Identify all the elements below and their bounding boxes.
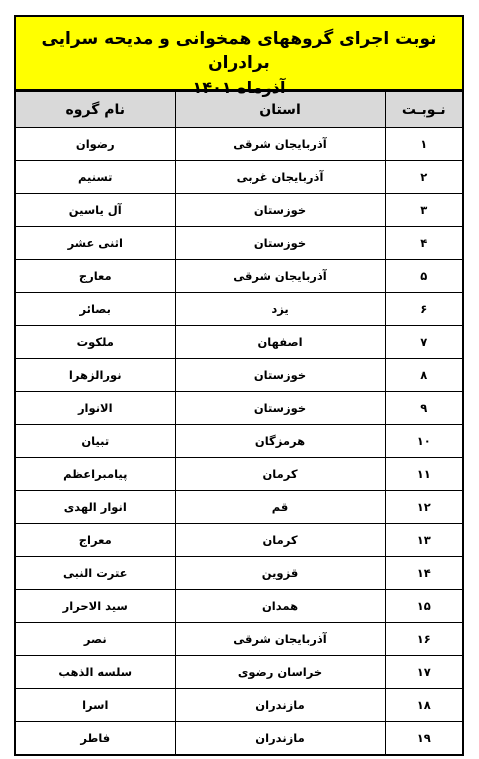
table-row [16,194,462,227]
cell-turn: ۱۱ [385,458,462,491]
cell-group-name: سید الاحرار [16,590,175,623]
cell-turn: ۲ [385,161,462,194]
cell-province: خوزستان [175,227,385,260]
cell-turn: ۸ [385,359,462,392]
cell-province: آذربایجان شرقی [175,260,385,293]
cell-turn: ۳ [385,194,462,227]
cell-group-name: معارج [16,260,175,293]
cell-group-name: رضوان [16,128,175,161]
cell-group-name: انوار الهدی [16,491,175,524]
table-row [16,524,462,557]
cell-group-name: بصائر [16,293,175,326]
cell-group-name: سلسه الذهب [16,656,175,689]
cell-turn: ۷ [385,326,462,359]
cell-group-name: فاطر [16,722,175,755]
header-province: استان [175,92,385,128]
table-row [16,557,462,590]
table-row [16,623,462,656]
cell-group-name: تبیان [16,425,175,458]
cell-turn: ۱۲ [385,491,462,524]
cell-province: خوزستان [175,359,385,392]
cell-group-name: تسنیم [16,161,175,194]
cell-turn: ۱۸ [385,689,462,722]
header-turn: نـوبـت [385,92,462,128]
cell-group-name: آل یاسین [16,194,175,227]
cell-group-name: معراج [16,524,175,557]
table-row [16,260,462,293]
cell-province: آذربایجان شرقی [175,623,385,656]
cell-group-name: الانوار [16,392,175,425]
cell-province: خوزستان [175,392,385,425]
table-row [16,293,462,326]
cell-group-name: اثنی عشر [16,227,175,260]
cell-turn: ۱۷ [385,656,462,689]
table-row [16,392,462,425]
table-row [16,458,462,491]
cell-turn: ۵ [385,260,462,293]
cell-province: آذربایجان غربی [175,161,385,194]
cell-group-name: پیامبراعظم [16,458,175,491]
table-row [16,161,462,194]
cell-group-name: عترت النبی [16,557,175,590]
table-row [16,491,462,524]
cell-group-name: اسرا [16,689,175,722]
cell-province: قم [175,491,385,524]
cell-province: اصفهان [175,326,385,359]
table-row [16,689,462,722]
table-row [16,656,462,689]
cell-province: قزوین [175,557,385,590]
cell-province: یزد [175,293,385,326]
table-row [16,590,462,623]
cell-province: آذربایجان شرقی [175,128,385,161]
cell-turn: ۱۴ [385,557,462,590]
cell-province: همدان [175,590,385,623]
cell-turn: ۱۹ [385,722,462,755]
table-row [16,128,462,161]
cell-turn: ۱۶ [385,623,462,656]
cell-turn: ۹ [385,392,462,425]
cell-turn: ۱۰ [385,425,462,458]
title-line-2: آذرماه ۱۴۰۱ [192,78,286,97]
cell-province: مازندران [175,689,385,722]
cell-turn: ۶ [385,293,462,326]
cell-group-name: نصر [16,623,175,656]
cell-province: کرمان [175,524,385,557]
cell-province: خوزستان [175,194,385,227]
cell-group-name: نورالزهرا [16,359,175,392]
table-row [16,425,462,458]
schedule-table [16,91,462,754]
table-row [16,326,462,359]
cell-group-name: ملکوت [16,326,175,359]
title-line-1: نوبت اجرای گروههای همخوانی و مدیحه سرایی برادران [41,29,437,73]
cell-turn: ۴ [385,227,462,260]
table-row [16,722,462,755]
cell-province: مازندران [175,722,385,755]
cell-turn: ۱۳ [385,524,462,557]
header-group-name: نام گروه [16,92,175,128]
cell-province: کرمان [175,458,385,491]
table-row [16,227,462,260]
cell-turn: ۱۵ [385,590,462,623]
schedule-sheet [14,15,464,756]
cell-turn: ۱ [385,128,462,161]
cell-province: خراسان رضوی [175,656,385,689]
table-row [16,359,462,392]
title-box [16,17,462,97]
cell-province: هرمزگان [175,425,385,458]
